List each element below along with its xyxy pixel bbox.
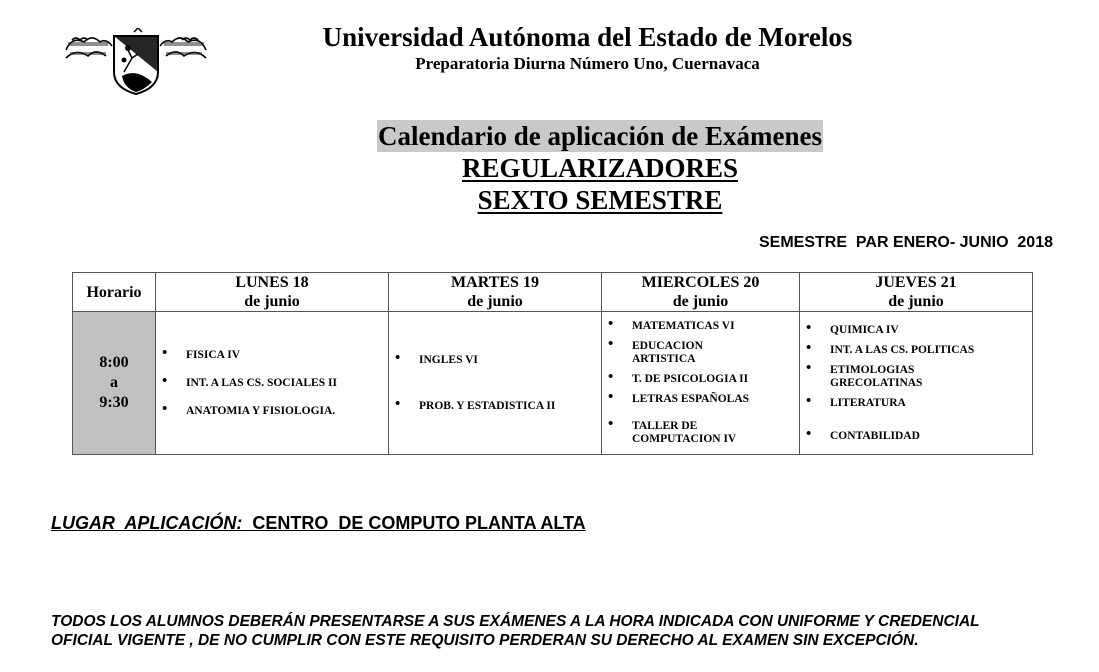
tuesday-cell — [389, 312, 602, 455]
day-name: JUEVES 21 — [875, 274, 957, 291]
list-item: • FISICA IV — [186, 349, 388, 362]
semester-period: SEMESTRE PAR ENERO- JUNIO 2018 — [759, 234, 1053, 251]
time-separator: a — [110, 374, 118, 391]
time-end: 9:30 — [99, 394, 129, 411]
list-item: • LITERATURA — [830, 397, 1032, 410]
list-item: • ETIMOLOGIAS GRECOLATINAS — [830, 364, 940, 390]
calendar-heading — [300, 120, 900, 216]
list-item: • QUIMICA IV — [830, 324, 1032, 337]
day-header-monday — [156, 273, 389, 312]
university-logo — [62, 28, 210, 96]
list-item: • TALLER DE COMPUTACION IV — [632, 420, 762, 446]
time-cell — [73, 312, 156, 455]
table-row — [73, 312, 1033, 455]
student-notice: TODOS LOS ALUMNOS DEBERÁN PRESENTARSE A SUS EXÁMENES A LA HORA INDICADA CON UNIFORME Y CREDENCIAL OFICIAL VIGENTE , DE NO CUMPLIR CON ESTE REQUISITO PERDERAN SU DERECHO AL EXAMEN SIN EXCEPCIÓN. — [51, 613, 980, 649]
thursday-cell — [800, 312, 1033, 455]
university-title: Universidad Autónoma del Estado de Morelos — [322, 22, 853, 52]
list-item: • EDUCACION ARTISTICA — [632, 340, 722, 366]
day-name: MIERCOLES 20 — [641, 274, 760, 291]
list-item: • INT. A LAS CS. POLITICAS — [830, 344, 1032, 357]
day-month: de junio — [467, 293, 523, 310]
list-item: • LETRAS ESPAÑOLAS — [632, 393, 799, 406]
day-header-wednesday — [602, 273, 800, 312]
list-item: • PROB. Y ESTADISTICA II — [419, 400, 601, 413]
day-month: de junio — [244, 293, 300, 310]
day-name: LUNES 18 — [235, 274, 309, 291]
horario-header: Horario — [73, 273, 156, 312]
wednesday-cell — [602, 312, 800, 455]
list-item: • MATEMATICAS VI — [632, 320, 799, 333]
monday-cell — [156, 312, 389, 455]
list-item: • INGLES VI — [419, 354, 601, 367]
list-item: • ANATOMIA Y FISIOLOGIA. — [186, 405, 388, 418]
location-label: LUGAR APLICACIÓN: — [51, 513, 243, 533]
table-header-row — [73, 273, 1033, 312]
time-start: 8:00 — [99, 354, 129, 371]
day-header-thursday — [800, 273, 1033, 312]
day-month: de junio — [672, 293, 729, 310]
calendar-title: Calendario de aplicación de Exámenes — [378, 121, 822, 151]
semester-level-title: SEXTO SEMESTRE — [477, 185, 723, 215]
list-item: • CONTABILIDAD — [830, 430, 1032, 443]
exam-schedule-table — [72, 272, 1033, 455]
list-item: • INT. A LAS CS. SOCIALES II — [186, 377, 388, 390]
exam-location — [51, 513, 586, 534]
day-header-tuesday — [389, 273, 602, 312]
list-item: • T. DE PSICOLOGIA II — [632, 373, 799, 386]
exam-type-title: REGULARIZADORES — [461, 153, 739, 183]
day-name: MARTES 19 — [451, 274, 539, 291]
day-month: de junio — [888, 293, 944, 310]
location-value: CENTRO DE COMPUTO PLANTA ALTA — [242, 513, 586, 533]
school-subtitle: Preparatoria Diurna Número Uno, Cuernavaca — [415, 54, 760, 73]
